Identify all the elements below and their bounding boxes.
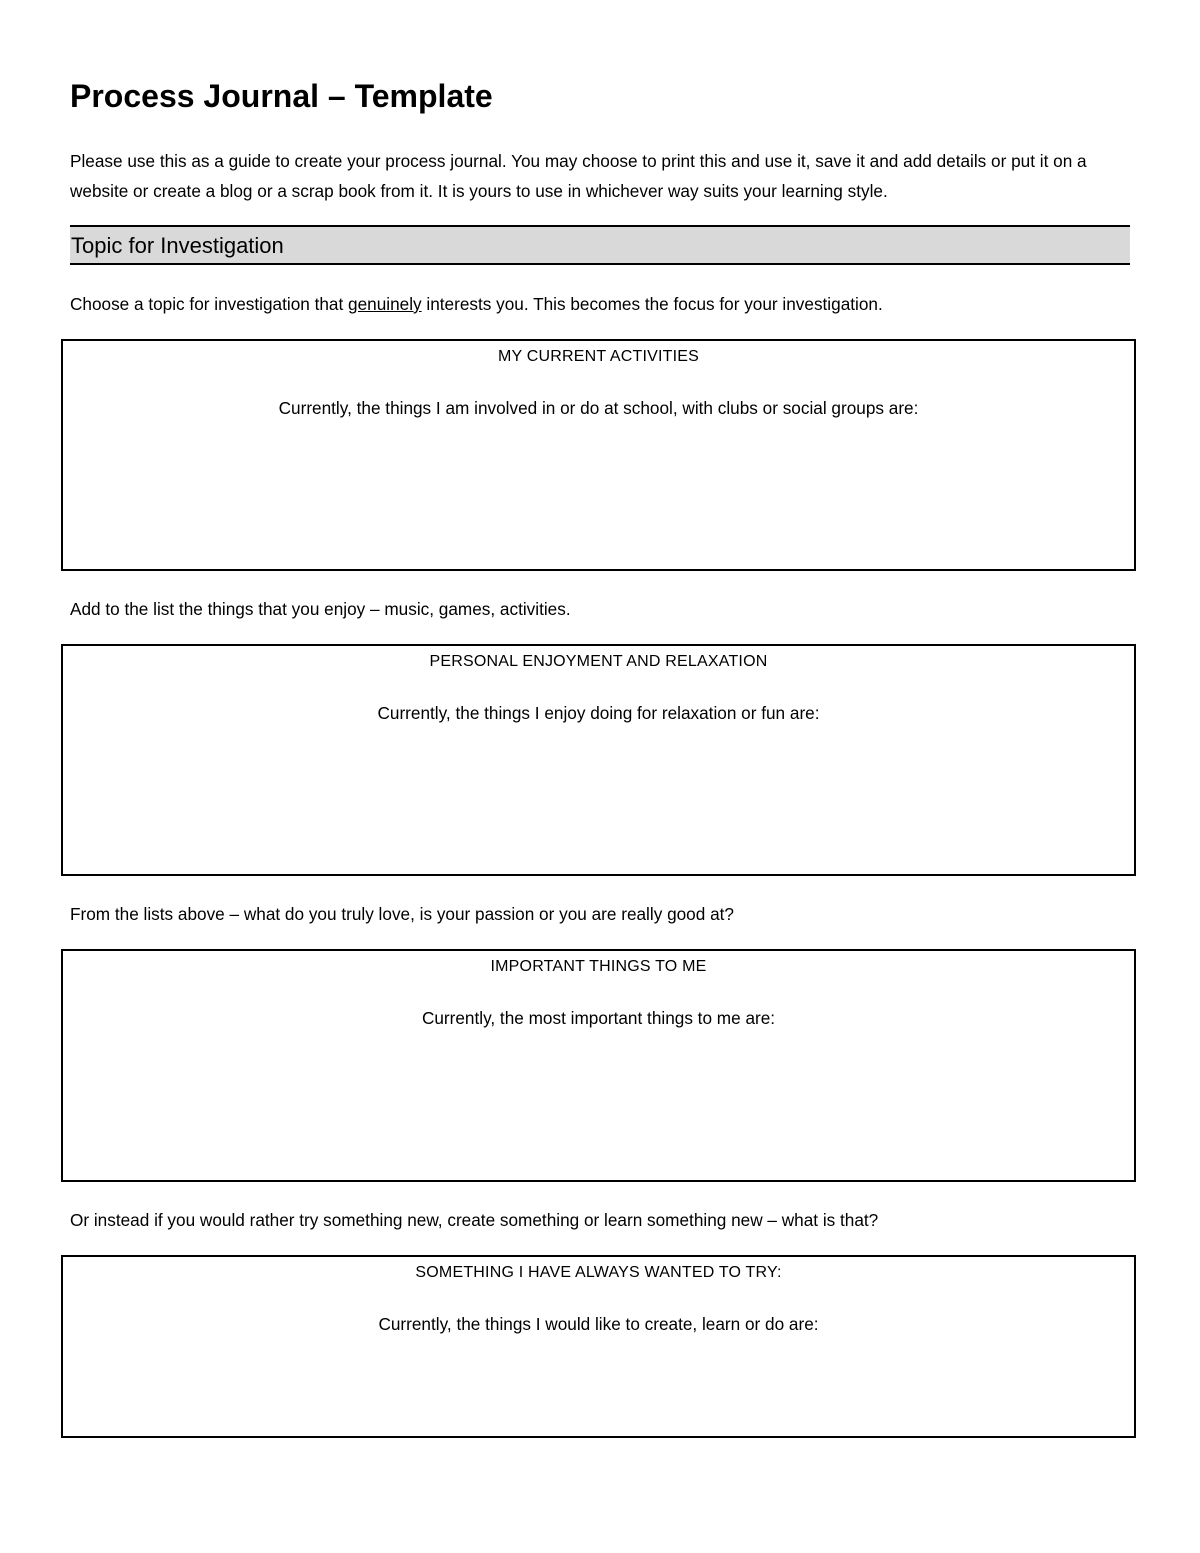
box-subtext: Currently, the things I am involved in or do at school, with clubs or social groups are: <box>278 398 919 418</box>
box-heading: IMPORTANT THINGS TO ME <box>490 958 707 975</box>
intro-paragraph: Please use this as a guide to create your process journal. You may choose to print this and use it, save it and add details or put it on a website or create a blog or a scrap book from it. It is yours to use in whichever way suits your learning style. <box>70 151 1087 201</box>
prompt-passion: From the lists above – what do you truly love, is your passion or you are really good at? <box>70 904 734 924</box>
always-wanted-to-try-write-area[interactable] <box>71 1352 1126 1428</box>
box-subtext: Currently, the things I would like to create, learn or do are: <box>378 1314 819 1334</box>
page-title: Process Journal – Template <box>70 78 493 114</box>
box-subtext: Currently, the most important things to me are: <box>421 1008 776 1028</box>
section-header-bar <box>70 225 1130 265</box>
prompt-emphasis-word: genuinely <box>348 294 422 314</box>
prompt-choose-topic-end: interests you. This becomes the focus for your investigation. <box>421 294 883 314</box>
always-wanted-to-try-box <box>61 1255 1136 1438</box>
prompt-try-something-new: Or instead if you would rather try something new, create something or learn something new – what is that? <box>70 1210 879 1230</box>
important-things-write-area[interactable] <box>71 1046 1126 1172</box>
prompt-choose-topic <box>70 292 883 316</box>
personal-enjoyment-write-area[interactable] <box>71 741 1126 866</box>
box-heading: MY CURRENT ACTIVITIES <box>498 348 699 365</box>
section-title: Topic for Investigation <box>71 233 284 258</box>
personal-enjoyment-box <box>61 644 1136 876</box>
box-heading: SOMETHING I HAVE ALWAYS WANTED TO TRY: <box>415 1264 782 1281</box>
box-subtext: Currently, the things I enjoy doing for relaxation or fun are: <box>377 703 820 723</box>
prompt-add-enjoyment: Add to the list the things that you enjoy – music, games, activities. <box>70 599 571 619</box>
prompt-choose-topic-start: Choose a topic for investigation that <box>70 294 349 314</box>
current-activities-write-area[interactable] <box>71 436 1126 561</box>
box-heading: PERSONAL ENJOYMENT AND RELAXATION <box>429 653 768 670</box>
current-activities-box <box>61 339 1136 571</box>
important-things-box <box>61 949 1136 1182</box>
